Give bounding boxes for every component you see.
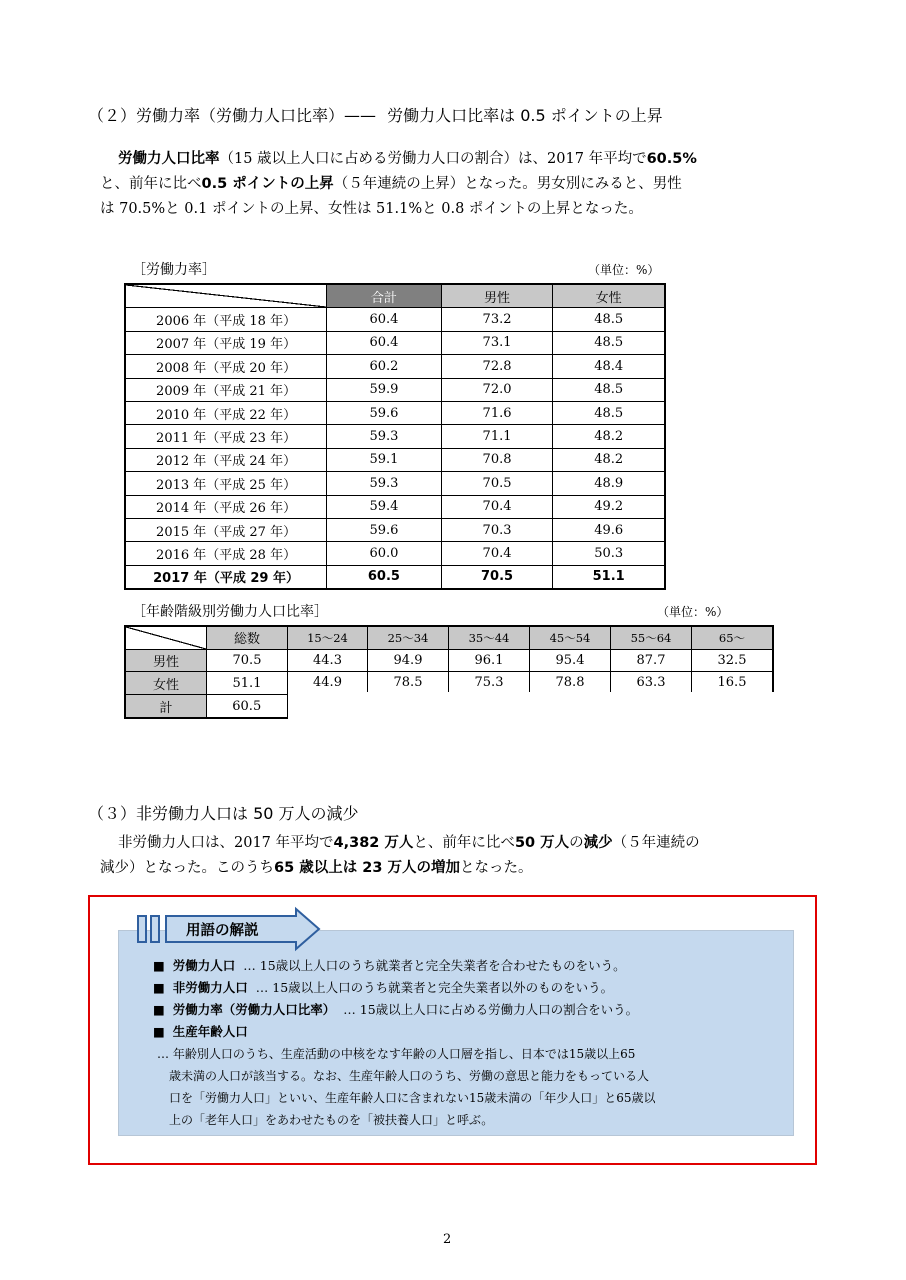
table1-caption: ［労働力率］	[132, 262, 216, 278]
female-cell: 50.3	[553, 542, 665, 565]
value-cell: 16.5	[692, 672, 774, 695]
header-age-group: 45～54	[530, 626, 611, 649]
section-2-heading	[88, 103, 663, 126]
value-cell: 87.7	[611, 649, 692, 672]
para-text: 減少）となった。このうち	[100, 860, 274, 876]
value-cell: 63.3	[611, 672, 692, 695]
para-bold-value: 60.5%	[646, 151, 697, 167]
diagonal-header-cell	[125, 626, 207, 649]
section-2-heading-prefix: （２）労働力率（労働力人口比率）——	[88, 106, 377, 125]
table-row	[125, 472, 665, 495]
table-row	[125, 425, 665, 448]
value-cell: 44.9	[288, 672, 368, 695]
glossary-title: 用語の解説	[186, 923, 259, 939]
labor-force-rate-table	[124, 283, 666, 590]
year-cell: 2006 年（平成 18 年）	[125, 308, 327, 331]
section-3-heading: （３）非労働力人口は 50 万人の減少	[88, 804, 359, 823]
table-row	[125, 331, 665, 354]
bullet-icon: ■	[153, 1024, 165, 1039]
glossary-desc-line: 口を「労働力人口」といい、生産年齢人口に含まれない15歳未満の「年少人口」と65歳以	[169, 1091, 656, 1105]
female-cell: 49.6	[553, 518, 665, 541]
glossary-item	[153, 977, 773, 999]
value-cell: 78.5	[368, 672, 449, 695]
year-cell: 2013 年（平成 25 年）	[125, 472, 327, 495]
para-text: （５年連続の	[612, 835, 700, 851]
total-cell: 59.3	[327, 472, 442, 495]
table1-unit: （単位：%）	[588, 263, 660, 277]
para-bold-value: 4,382 万人	[333, 835, 414, 851]
year-cell: 2015 年（平成 27 年）	[125, 518, 327, 541]
glossary-desc: … 15歳以上人口に占める労働力人口の割合をいう。	[343, 1002, 639, 1017]
glossary-desc: … 15歳以上人口のうち就業者と完全失業者以外のものをいう。	[255, 980, 614, 995]
male-cell: 73.2	[441, 308, 553, 331]
header-age-group: 15～24	[288, 626, 368, 649]
para-text: となった。	[460, 860, 533, 876]
total-cell: 59.1	[327, 448, 442, 471]
para-text: 非労働力人口は、2017 年平均で	[118, 835, 334, 851]
male-cell: 72.0	[441, 378, 553, 401]
year-cell: 2008 年（平成 20 年）	[125, 355, 327, 378]
glossary-item	[153, 999, 773, 1021]
glossary-desc-line: 上の「老年人口」をあわせたものを「被扶養人口」と呼ぶ。	[169, 1113, 494, 1127]
row-label-male: 男性	[125, 649, 207, 672]
section-2-heading-suffix: 労働力人口比率は 0.5 ポイントの上昇	[387, 106, 663, 125]
row-label-total: 計	[125, 695, 207, 719]
value-cell: 32.5	[692, 649, 774, 672]
glossary-desc-line: … 年齢別人口のうち、生産活動の中核をなす年齢の人口層を指し、日本では15歳以上65	[157, 1047, 636, 1061]
value-cell: 51.1	[207, 672, 288, 695]
table-row	[125, 355, 665, 378]
total-cell: 60.5	[327, 565, 442, 589]
female-cell: 49.2	[553, 495, 665, 518]
male-cell: 70.3	[441, 518, 553, 541]
year-cell: 2012 年（平成 24 年）	[125, 448, 327, 471]
female-cell: 48.4	[553, 355, 665, 378]
para-text: の	[569, 835, 584, 851]
glossary-item	[153, 1021, 773, 1043]
para-bold-value: 0.5 ポイント	[201, 176, 291, 192]
para-line-3: は 70.5%と 0.1 ポイントの上昇、女性は 51.1%と 0.8 ポイントの上昇となった。	[100, 201, 643, 217]
bullet-icon: ■	[153, 1002, 165, 1017]
female-cell: 48.5	[553, 308, 665, 331]
glossary-long-desc	[153, 1043, 773, 1131]
table2-empty-mask	[288, 692, 778, 722]
year-cell: 2007 年（平成 19 年）	[125, 331, 327, 354]
female-cell: 48.2	[553, 448, 665, 471]
total-cell: 60.0	[327, 542, 442, 565]
value-cell: 70.5	[207, 649, 288, 672]
glossary-desc-line: 歳未満の人口が該当する。なお、生産年齢人口のうち、労働の意思と能力をもっている人	[169, 1069, 650, 1083]
glossary-term: 労働力率（労働力人口比率）	[172, 1002, 336, 1017]
female-cell: 48.5	[553, 378, 665, 401]
table2-caption: ［年齢階級別労働力人口比率］	[132, 604, 328, 620]
year-cell: 2011 年（平成 23 年）	[125, 425, 327, 448]
total-cell: 60.4	[327, 331, 442, 354]
table-row	[125, 401, 665, 424]
female-cell: 51.1	[553, 565, 665, 589]
row-label-female: 女性	[125, 672, 207, 695]
total-cell: 59.3	[327, 425, 442, 448]
header-male: 男性	[441, 284, 553, 308]
female-cell: 48.9	[553, 472, 665, 495]
para-text: と、前年に比べ	[413, 835, 515, 851]
header-total: 合計	[327, 284, 442, 308]
value-cell: 78.8	[530, 672, 611, 695]
year-cell: 2010 年（平成 22 年）	[125, 401, 327, 424]
table-row	[125, 542, 665, 565]
value-cell: 44.3	[288, 649, 368, 672]
glossary-term: 非労働力人口	[172, 980, 248, 995]
table-row	[125, 495, 665, 518]
value-cell: 94.9	[368, 649, 449, 672]
bullet-icon: ■	[153, 958, 165, 973]
table-row-latest	[125, 565, 665, 589]
year-cell: 2017 年（平成 29 年）	[125, 565, 327, 589]
value-cell: 95.4	[530, 649, 611, 672]
header-age-group: 35～44	[449, 626, 530, 649]
table-row	[125, 448, 665, 471]
table-row	[125, 649, 773, 672]
header-female: 女性	[553, 284, 665, 308]
term-labor-force-ratio: 労働力人口比率	[118, 151, 220, 167]
para-bold-text: の	[290, 176, 305, 192]
total-cell: 59.6	[327, 401, 442, 424]
total-cell: 59.4	[327, 495, 442, 518]
table2-unit: （単位：%）	[657, 605, 729, 619]
table-row	[125, 518, 665, 541]
male-cell: 70.5	[441, 565, 553, 589]
glossary-desc: … 15歳以上人口のうち就業者と完全失業者を合わせたものをいう。	[243, 958, 626, 973]
para-bold-value: 50 万人	[514, 835, 570, 851]
male-cell: 73.1	[441, 331, 553, 354]
male-cell: 70.5	[441, 472, 553, 495]
para-bold-text: 65 歳以上は 23 万人の増加	[274, 860, 460, 876]
bullet-icon: ■	[153, 980, 165, 995]
male-cell: 71.6	[441, 401, 553, 424]
male-cell: 70.4	[441, 495, 553, 518]
glossary-list	[153, 955, 773, 1131]
value-cell: 96.1	[449, 649, 530, 672]
glossary-term: 生産年齢人口	[172, 1024, 248, 1039]
table-row	[125, 378, 665, 401]
total-cell: 60.4	[327, 308, 442, 331]
header-age-group: 25～34	[368, 626, 449, 649]
table-row	[125, 308, 665, 331]
female-cell: 48.5	[553, 331, 665, 354]
para-text: と、前年に比べ	[100, 176, 202, 192]
male-cell: 70.8	[441, 448, 553, 471]
female-cell: 48.5	[553, 401, 665, 424]
year-cell: 2014 年（平成 26 年）	[125, 495, 327, 518]
para-bold-text: 上昇	[304, 176, 334, 192]
diagonal-header-cell	[125, 284, 327, 308]
year-cell: 2016 年（平成 28 年）	[125, 542, 327, 565]
total-cell: 59.6	[327, 518, 442, 541]
female-cell: 48.2	[553, 425, 665, 448]
header-age-group: 55～64	[611, 626, 692, 649]
para-text: （５年連続の上昇）となった。男女別にみると、男性	[333, 176, 682, 192]
male-cell: 72.8	[441, 355, 553, 378]
value-cell: 75.3	[449, 672, 530, 695]
total-cell: 59.9	[327, 378, 442, 401]
para-text: （15 歳以上人口に占める労働力人口の割合）は、2017 年平均で	[219, 151, 647, 167]
section-2-paragraph	[100, 147, 810, 222]
section-3-paragraph	[100, 831, 810, 881]
header-overall: 総数	[207, 626, 288, 649]
male-cell: 70.4	[441, 542, 553, 565]
header-age-group: 65～	[692, 626, 774, 649]
male-cell: 71.1	[441, 425, 553, 448]
total-cell: 60.2	[327, 355, 442, 378]
glossary-term: 労働力人口	[172, 958, 236, 973]
value-cell: 60.5	[207, 695, 288, 719]
para-bold-text: 減少	[583, 835, 613, 851]
year-cell: 2009 年（平成 21 年）	[125, 378, 327, 401]
glossary-item	[153, 955, 773, 977]
page-number: 2	[443, 1232, 452, 1247]
